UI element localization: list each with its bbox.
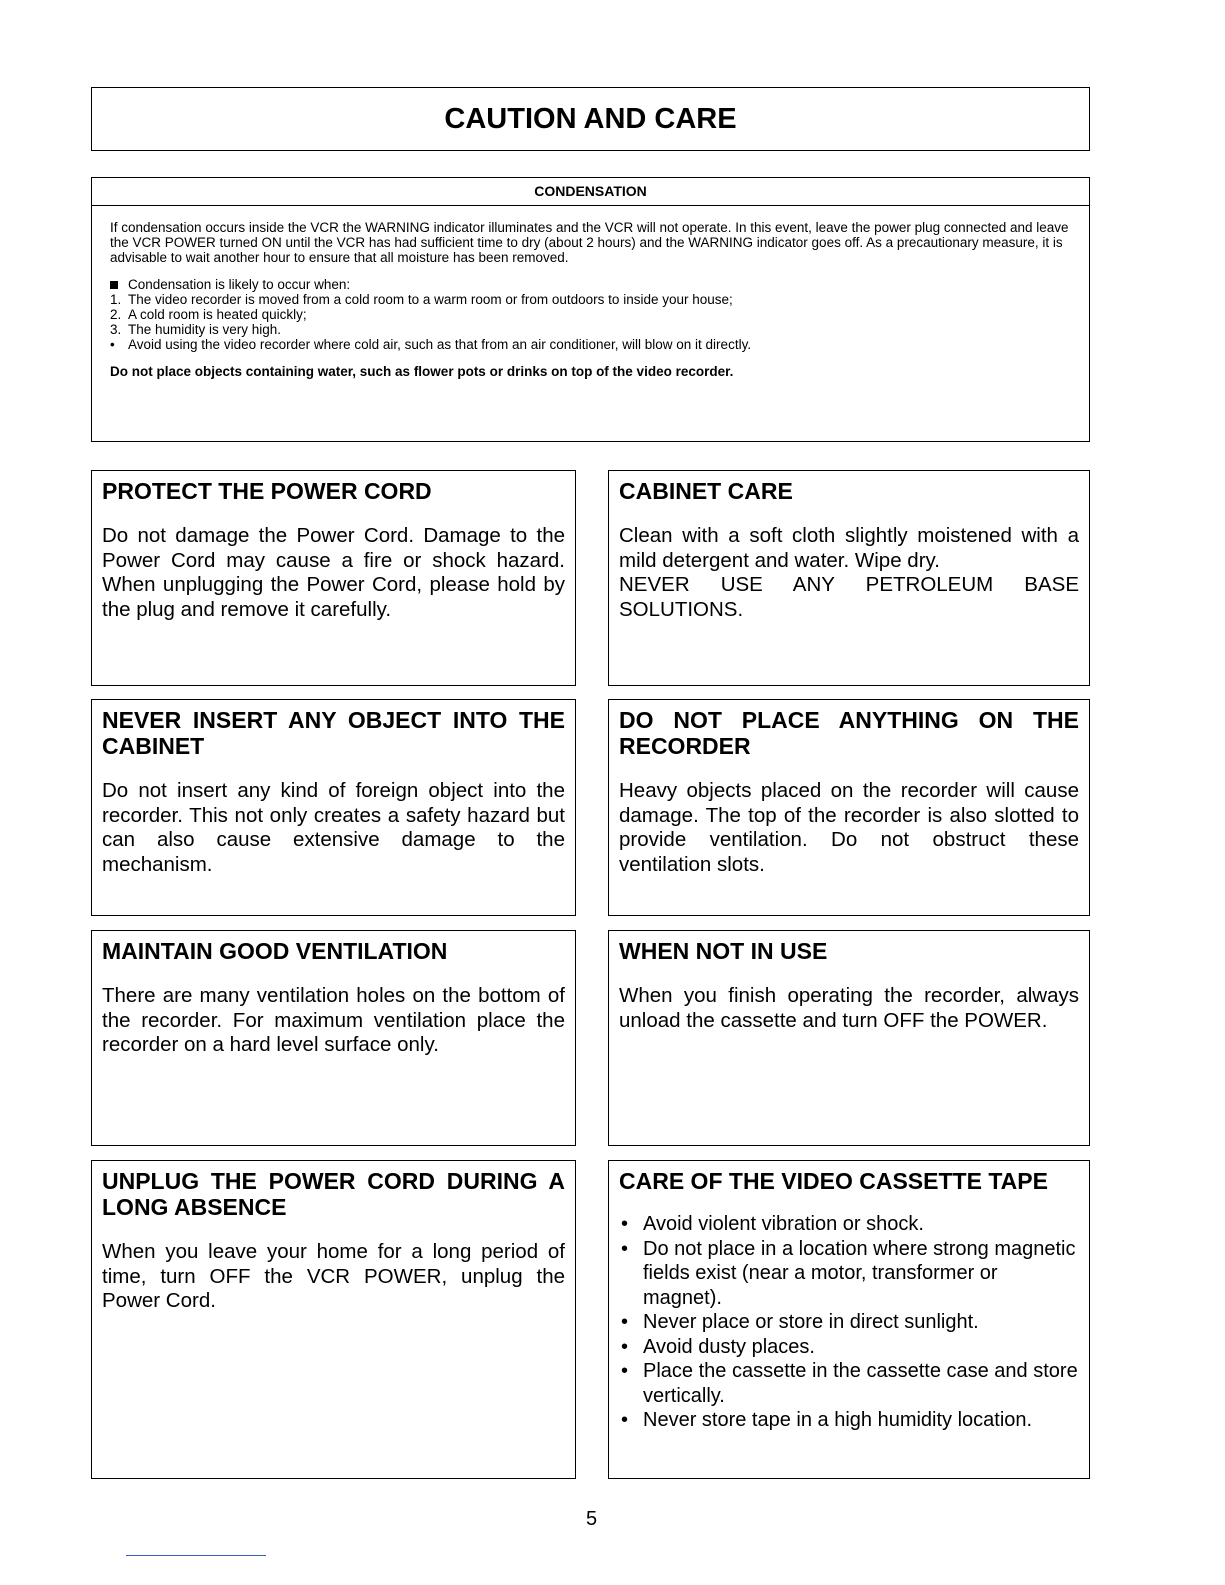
not-in-use-panel — [608, 930, 1090, 1146]
condensation-list — [110, 277, 1069, 353]
panel-heading: NEVER INSERT ANY OBJECT INTO THE CABINET — [102, 707, 565, 759]
cabinet-care-panel — [608, 470, 1090, 686]
panel-body: When you finish operating the recorder, always unload the cassette and turn OFF the POWER. — [619, 984, 1079, 1032]
list-item: • Place the cassette in the cassette case and store vertically. — [619, 1359, 1079, 1408]
list-item: • Never place or store in direct sunlight. — [619, 1310, 1079, 1335]
condensation-warning: Do not place objects containing water, such as flower pots or drinks on top of the video recorder. — [110, 363, 734, 379]
ventilation-panel — [91, 930, 576, 1146]
list-item: 2. A cold room is heated quickly; — [110, 307, 307, 323]
panel-heading: PROTECT THE POWER CORD — [102, 478, 432, 504]
list-item: • Never store tape in a high humidity location. — [619, 1408, 1079, 1433]
list-marker: 3. — [110, 322, 122, 338]
panel-body: Heavy objects placed on the recorder will cause damage. The top of the recorder is also slotted to provide ventilation. Do not obstruct these ventilation slots. — [619, 779, 1079, 876]
panel-body: Clean with a soft cloth slightly moistened with a mild detergent and water. Wipe dry. — [619, 524, 1079, 572]
square-bullet-icon — [110, 277, 128, 292]
condensation-intro: If condensation occurs inside the VCR the WARNING indicator illuminates and the VCR will not operate. In this event, leave the power plug connected and leave the VCR POWER turned ON until the VCR has had sufficient time to dry (about 2 hours) and the WARNING indicator goes off. As a precautionary measure, it is advisable to wait another hour to ensure that all moisture has been removed. — [110, 220, 1069, 266]
panel-heading: CABINET CARE — [619, 478, 793, 504]
panel-heading: UNPLUG THE POWER CORD DURING A LONG ABSENCE — [102, 1168, 565, 1220]
list-marker: 1. — [110, 291, 122, 307]
panel-body: There are many ventilation holes on the bottom of the recorder. For maximum ventilation place the recorder on a hard level surface only. — [102, 984, 565, 1056]
list-marker: 2. — [110, 307, 122, 323]
tape-care-panel — [608, 1160, 1090, 1479]
panel-body-warning: NEVER USE ANY PETROLEUM BASE SOLUTIONS. — [619, 573, 1079, 621]
list-item: • Avoid violent vibration or shock. — [619, 1212, 1079, 1237]
panel-body: When you leave your home for a long period of time, turn OFF the VCR POWER, unplug the Power Cord. — [102, 1240, 565, 1312]
list-item: • Avoid dusty places. — [619, 1335, 1079, 1360]
tape-care-list — [609, 1194, 1089, 1433]
list-item: • Avoid using the video recorder where cold air, such as that from an air conditioner, will blow on it directly. — [110, 337, 752, 353]
do-not-place-panel — [608, 699, 1090, 916]
panel-heading: WHEN NOT IN USE — [619, 938, 828, 964]
list-item: Condensation is likely to occur when: — [110, 277, 1069, 292]
unplug-panel — [91, 1160, 576, 1479]
condensation-heading: CONDENSATION — [92, 178, 1089, 206]
panel-heading: DO NOT PLACE ANYTHING ON THE RECORDER — [619, 707, 1079, 759]
panel-body: Do not insert any kind of foreign object into the recorder. This not only creates a safety hazard but can also cause extensive damage to the mechanism. — [102, 779, 565, 876]
bullet-icon: • — [110, 337, 115, 353]
list-item: 3. The humidity is very high. — [110, 322, 282, 338]
title-box — [91, 87, 1090, 151]
list-item: • Do not place in a location where strong magnetic fields exist (near a motor, transformer or magnet). — [619, 1237, 1079, 1311]
power-cord-panel — [91, 470, 576, 686]
panel-heading: MAINTAIN GOOD VENTILATION — [102, 938, 448, 964]
footer-underline — [126, 1555, 266, 1556]
condensation-body — [92, 206, 1089, 379]
page-number: 5 — [586, 1508, 598, 1530]
list-item: 1. The video recorder is moved from a cold room to a warm room or from outdoors to inside your house; — [110, 291, 733, 307]
panel-body: Do not damage the Power Cord. Damage to the Power Cord may cause a fire or shock hazard. When unplugging the Power Cord, please hold by the plug and remove it carefully. — [102, 524, 565, 621]
panel-heading: CARE OF THE VIDEO CASSETTE TAPE — [619, 1168, 1048, 1194]
page-title: CAUTION AND CARE — [444, 103, 737, 135]
condensation-box — [91, 177, 1090, 442]
never-insert-panel — [91, 699, 576, 916]
